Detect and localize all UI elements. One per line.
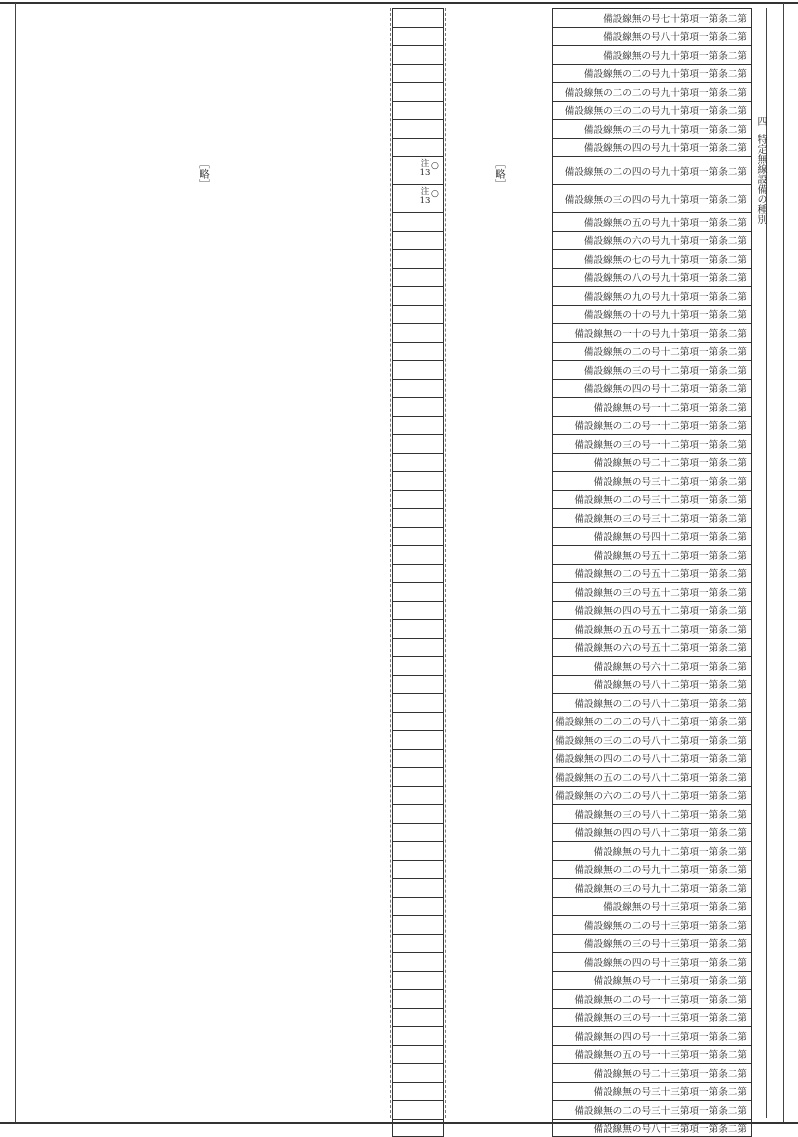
equipment-type-label: 備設線無の四の号十二第項一第条二第 [584,381,747,395]
equipment-type-item [552,601,752,620]
stub-cell [392,434,444,453]
equipment-type-item [552,712,752,731]
equipment-type-label: 備設線無の四の号一十三第項一第条二第 [574,1029,747,1043]
stub-cell [392,638,444,657]
stub-cell [392,1100,444,1119]
equipment-type-item [552,397,752,416]
equipment-type-item [552,82,752,101]
stub-cell [392,582,444,601]
equipment-type-label: 備設線無の九の号九十第項一第条二第 [584,289,747,303]
equipment-type-label: 備設線無の号一十二第項一第条二第 [594,400,748,414]
equipment-type-item [552,786,752,805]
equipment-type-item [552,1063,752,1082]
stub-cell [392,342,444,361]
stub-cell [392,82,444,101]
equipment-type-item [552,989,752,1008]
stub-cell [392,45,444,64]
equipment-type-item [552,45,752,64]
stub-cell [392,138,444,157]
stub-cell [392,156,444,184]
equipment-type-label: 備設線無の三の二の号八十二第項一第条二第 [555,733,747,747]
equipment-type-item [552,841,752,860]
stub-cell [392,527,444,546]
equipment-type-item [552,656,752,675]
heading-number: 四 [754,116,766,126]
equipment-type-item [552,934,752,953]
equipment-type-item [552,675,752,694]
stub-cell [392,1082,444,1101]
stub-cell [392,212,444,231]
equipment-type-item [552,119,752,138]
stub-cell [392,184,444,212]
stub-cell [392,952,444,971]
note-circle-icon: ○ [431,162,439,171]
equipment-type-item [552,249,752,268]
heading-title: 特定無線設備の種別 [754,134,766,224]
equipment-type-label: 備設線無の二の四の号九十第項一第条二第 [565,164,747,178]
stub-cell [392,101,444,120]
equipment-type-item [552,1045,752,1064]
stub-cell [392,508,444,527]
stub-cell [392,749,444,768]
equipment-type-label: 備設線無の三の号八十二第項一第条二第 [574,807,747,821]
equipment-type-label: 備設線無の八の号九十第項一第条二第 [584,270,747,284]
equipment-type-item [552,1100,752,1119]
stub-cell [392,1026,444,1045]
equipment-type-list [552,8,752,1118]
note-label: 注13 [419,188,431,206]
equipment-type-item [552,527,752,546]
equipment-type-label: 備設線無の二の号八十二第項一第条二第 [574,696,747,710]
equipment-type-item [552,416,752,435]
equipment-type-label: 備設線無の二の二の号九十第項一第条二第 [565,85,747,99]
equipment-type-label: 備設線無の六の号九十第項一第条二第 [584,233,747,247]
equipment-type-item [552,138,752,157]
equipment-type-item [552,860,752,879]
equipment-type-label: 備設線無の二の号三十二第項一第条二第 [574,492,747,506]
equipment-type-label: 備設線無の号七十第項一第条二第 [603,11,747,25]
stub-cell [392,1063,444,1082]
equipment-type-label: 備設線無の六の二の号八十二第項一第条二第 [555,788,747,802]
stub-cell [392,601,444,620]
equipment-type-label: 備設線無の三の号十三第項一第条二第 [584,936,747,950]
equipment-type-item [552,564,752,583]
equipment-type-label: 備設線無の二の号一十二第項一第条二第 [574,418,747,432]
equipment-type-item [552,1026,752,1045]
left-border [15,3,16,1122]
equipment-type-label: 備設線無の二の号十三第項一第条二第 [584,918,747,932]
equipment-type-label: 備設線無の二の号九十二第項一第条二第 [574,862,747,876]
equipment-type-item [552,286,752,305]
stub-cell [392,545,444,564]
equipment-type-item [552,915,752,934]
equipment-type-label: 備設線無の号十三第項一第条二第 [603,899,747,913]
equipment-type-label: 備設線無の三の二の号九十第項一第条二第 [565,103,747,117]
stub-cell [392,878,444,897]
equipment-type-label: 備設線無の四の二の号八十二第項一第条二第 [555,751,747,765]
stub-cell [392,1045,444,1064]
equipment-type-label: 備設線無の四の号五十二第項一第条二第 [574,603,747,617]
equipment-type-label: 備設線無の三の号一十二第項一第条二第 [574,437,747,451]
equipment-type-label: 備設線無の三の号十二第項一第条二第 [584,363,747,377]
stub-cell [392,656,444,675]
heading-border [766,8,767,1118]
equipment-type-label: 備設線無の号四十二第項一第条二第 [594,529,748,543]
stub-cell [392,490,444,509]
equipment-type-label: 備設線無の三の四の号九十第項一第条二第 [565,192,747,206]
equipment-type-label: 備設線無の号二十三第項一第条二第 [594,1066,748,1080]
equipment-type-item [552,8,752,27]
equipment-type-label: 備設線無の号六十二第項一第条二第 [594,659,748,673]
equipment-type-label: 備設線無の二の号五十二第項一第条二第 [574,566,747,580]
stub-cell [392,397,444,416]
equipment-type-label: 備設線無の号八十二第項一第条二第 [594,677,748,691]
right-border [783,3,784,1122]
equipment-type-label: 備設線無の号三十三第項一第条二第 [594,1084,748,1098]
equipment-type-label: 備設線無の号五十二第項一第条二第 [594,548,748,562]
equipment-type-item [552,545,752,564]
stub-cell [392,564,444,583]
note-label: 注13 [419,160,431,178]
stub-cell [392,841,444,860]
stub-cell [392,379,444,398]
stub-cell [392,8,444,27]
stub-cell [392,619,444,638]
equipment-type-item [552,1082,752,1101]
omitted-mid-label: ［略］ [493,158,508,190]
stub-column [392,8,444,1118]
equipment-type-item [552,268,752,287]
stub-cell [392,767,444,786]
equipment-type-label: 備設線無の号八十三第項一第条二第 [594,1121,748,1135]
stub-cell [392,934,444,953]
equipment-type-label: 備設線無の一十の号九十第項一第条二第 [574,326,747,340]
stub-cell [392,730,444,749]
stub-cell [392,360,444,379]
equipment-type-label: 備設線無の五の二の号八十二第項一第条二第 [555,770,747,784]
equipment-type-item [552,156,752,184]
equipment-type-label: 備設線無の号九十第項一第条二第 [603,48,747,62]
stub-cell [392,804,444,823]
equipment-type-item [552,878,752,897]
equipment-type-item [552,582,752,601]
stub-cell [392,823,444,842]
equipment-type-item [552,730,752,749]
equipment-type-item [552,212,752,231]
stub-cell [392,693,444,712]
stub-cell [392,1008,444,1027]
stub-cell [392,471,444,490]
equipment-type-item [552,767,752,786]
equipment-type-label: 備設線無の四の号九十第項一第条二第 [584,140,747,154]
equipment-type-item [552,379,752,398]
equipment-type-label: 備設線無の五の号一十三第項一第条二第 [574,1047,747,1061]
dashed-divider-left [390,8,391,1118]
equipment-type-item [552,360,752,379]
equipment-type-item [552,804,752,823]
stub-cell [392,897,444,916]
stub-cell [392,27,444,46]
dashed-divider-right [445,8,446,1118]
equipment-type-item [552,693,752,712]
equipment-type-label: 備設線無の三の号九十二第項一第条二第 [574,881,747,895]
equipment-type-label: 備設線無の号八十第項一第条二第 [603,29,747,43]
stub-cell [392,64,444,83]
stub-cell [392,323,444,342]
equipment-type-item [552,453,752,472]
equipment-type-label: 備設線無の号九十二第項一第条二第 [594,844,748,858]
equipment-type-label: 備設線無の二の号十二第項一第条二第 [584,344,747,358]
top-rule [0,2,798,4]
stub-cell [392,915,444,934]
equipment-type-label: 備設線無の三の号五十二第項一第条二第 [574,585,747,599]
stub-cell [392,675,444,694]
equipment-type-item [552,1008,752,1027]
stub-cell [392,119,444,138]
equipment-type-item [552,638,752,657]
equipment-type-item [552,971,752,990]
stub-cell [392,249,444,268]
equipment-type-item [552,27,752,46]
equipment-type-label: 備設線無の二の二の号八十二第項一第条二第 [555,714,747,728]
equipment-type-item [552,342,752,361]
equipment-type-label: 備設線無の号二十二第項一第条二第 [594,455,748,469]
equipment-type-label: 備設線無の十の号九十第項一第条二第 [584,307,747,321]
equipment-type-label: 備設線無の七の号九十第項一第条二第 [584,252,747,266]
equipment-type-item [552,490,752,509]
omitted-left-label: ［略］ [197,158,212,190]
equipment-type-label: 備設線無の五の号五十二第項一第条二第 [574,622,747,636]
equipment-type-item [552,823,752,842]
equipment-type-label: 備設線無の二の号一十三第項一第条二第 [574,992,747,1006]
equipment-type-item [552,508,752,527]
equipment-type-item [552,471,752,490]
stub-cell [392,416,444,435]
equipment-type-item [552,323,752,342]
stub-cell [392,989,444,1008]
equipment-type-label: 備設線無の二の号三十三第項一第条二第 [574,1103,747,1117]
stub-cell [392,712,444,731]
equipment-type-label: 備設線無の三の号一十三第項一第条二第 [574,1010,747,1024]
equipment-type-item [552,64,752,83]
stub-cell [392,286,444,305]
equipment-type-item [552,897,752,916]
stub-cell [392,268,444,287]
equipment-type-label: 備設線無の三の号三十二第項一第条二第 [574,511,747,525]
stub-cell [392,453,444,472]
stub-cell [392,231,444,250]
equipment-type-item [552,434,752,453]
equipment-type-item [552,101,752,120]
stub-cell [392,305,444,324]
equipment-type-label: 備設線無の五の号九十第項一第条二第 [584,215,747,229]
equipment-type-label: 備設線無の四の号十三第項一第条二第 [584,955,747,969]
equipment-type-item [552,231,752,250]
equipment-type-item [552,619,752,638]
equipment-type-label: 備設線無の号三十二第項一第条二第 [594,474,748,488]
equipment-type-item [552,184,752,212]
equipment-type-item [552,749,752,768]
equipment-type-item [552,952,752,971]
equipment-type-label: 備設線無の四の号八十二第項一第条二第 [574,825,747,839]
equipment-type-label: 備設線無の二の号九十第項一第条二第 [584,66,747,80]
equipment-type-label: 備設線無の三の号九十第項一第条二第 [584,122,747,136]
stub-cell [392,971,444,990]
equipment-type-label: 備設線無の号一十三第項一第条二第 [594,973,748,987]
equipment-type-item [552,305,752,324]
note-circle-icon: ○ [431,190,439,199]
stub-cell [392,786,444,805]
equipment-type-label: 備設線無の六の号五十二第項一第条二第 [574,640,747,654]
stub-cell [392,860,444,879]
